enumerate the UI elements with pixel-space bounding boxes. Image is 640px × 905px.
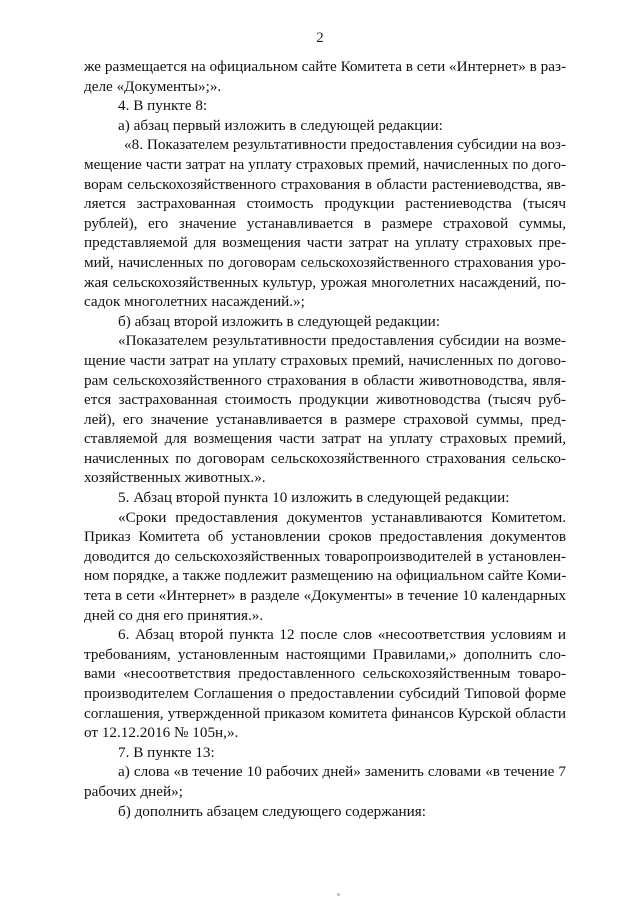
text-line: ворам сельскохозяйственного страхования в области растениеводства, яв- xyxy=(84,175,566,193)
text-line: 6. Абзац второй пункта 12 после слов «несоответствия условиям и xyxy=(118,626,566,644)
text-line: вами «несоответствия предоставленного сельскохозяйственным товаро- xyxy=(84,665,566,683)
text-line: лей), его значение устанавливается в размере страховой суммы, пред- xyxy=(84,410,566,428)
text-line: «8. Показателем результативности предоставления субсидии на воз- xyxy=(124,136,566,154)
text-line: щение части затрат на уплату страховых премий, начисленных по догово- xyxy=(84,351,566,369)
text-line: «Сроки предоставления документов устанавливаются Комитетом. xyxy=(118,508,566,526)
text-line: доводится до сельскохозяйственных товаропроизводителей в установлен- xyxy=(84,547,566,565)
text-line: от 12.12.2016 № 105н,». xyxy=(84,724,239,742)
text-line: же размещается на официальном сайте Комитета в сети «Интернет» в раз- xyxy=(84,58,566,75)
text-line: соглашения, утвержденной приказом комитета финансов Курской области xyxy=(84,704,566,722)
text-line: а) абзац первый изложить в следующей редакции: xyxy=(118,116,443,134)
text-line: «Показателем результативности предоставления субсидии на возме- xyxy=(118,332,566,350)
text-line: 4. В пункте 8: xyxy=(118,97,208,115)
text-line: рублей), его значение устанавливается в размере страховой суммы, xyxy=(84,214,566,232)
text-line: Приказ Комитета об установлении сроков предоставления документов xyxy=(84,528,566,546)
text-line: мещение части затрат на уплату страховых премий, начисленных по дого- xyxy=(84,155,566,173)
text-line: а) слова «в течение 10 рабочих дней» заменить словами «в течение 7 xyxy=(118,763,566,781)
text-line: рам сельскохозяйственного страхования в области животноводства, явля- xyxy=(84,371,566,389)
text-line: ном порядке, а также подлежит размещению на официальном сайте Коми- xyxy=(84,567,567,585)
text-line: б) дополнить абзацем следующего содержания: xyxy=(118,802,426,820)
text-line: деле «Документы»;». xyxy=(84,77,222,95)
text-line: садок многолетних насаждений.»; xyxy=(84,293,305,311)
page-number: 2 xyxy=(316,30,324,46)
text-line: мий, начисленных по договорам сельскохозяйственного страхования уро- xyxy=(84,253,566,271)
text-line: начисленных по договорам сельскохозяйственного страхования сельско- xyxy=(84,449,566,467)
text-line: тета в сети «Интернет» в разделе «Документы» в течение 10 календарных xyxy=(84,587,566,605)
text-line: 5. Абзац второй пункта 10 изложить в следующей редакции: xyxy=(118,489,510,507)
text-line: б) абзац второй изложить в следующей редакции: xyxy=(118,312,440,330)
document-body xyxy=(84,57,566,821)
text-line: 7. В пункте 13: xyxy=(118,743,215,761)
text-line: ется застрахованная стоимость продукции животноводства (тысяч руб- xyxy=(84,391,566,409)
text-line: ляется застрахованная стоимость продукции растениеводства (тысяч xyxy=(84,195,566,213)
scan-speck xyxy=(337,893,340,896)
text-line: представляемой для возмещения части затрат на уплату страховых пре- xyxy=(84,234,566,252)
text-line: рабочих дней»; xyxy=(84,782,183,800)
text-line: жая сельскохозяйственных культур, урожая многолетних насаждений, по- xyxy=(84,273,566,291)
text-line: ставляемой для возмещения части затрат на уплату страховых премий, xyxy=(84,430,566,448)
text-line: требованиям, установленным настоящими Правилами,» дополнить сло- xyxy=(84,645,566,663)
text-line: дней со дня его принятия.». xyxy=(84,606,264,624)
text-line: хозяйственных животных.». xyxy=(84,469,266,487)
text-line: производителем Соглашения о предоставлении субсидий Типовой форме xyxy=(84,685,566,702)
